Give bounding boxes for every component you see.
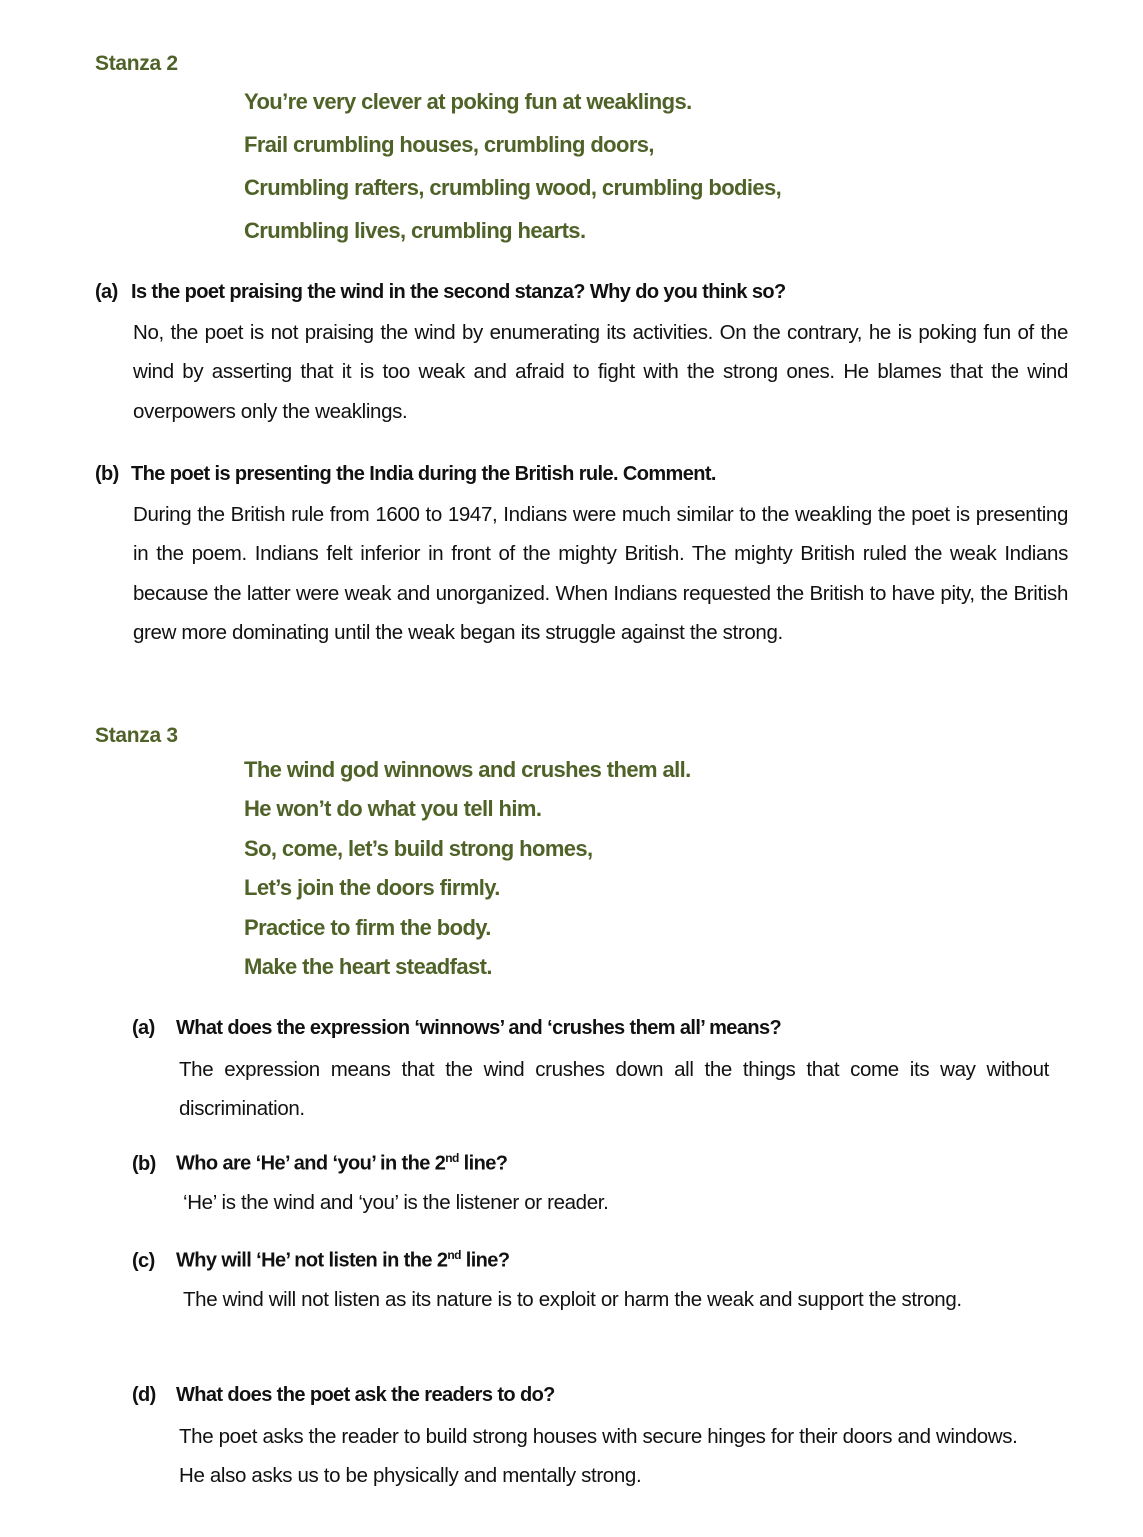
question-text: What does the poet ask the readers to do? <box>176 1384 555 1406</box>
poem-line: Make the heart steadfast. <box>244 953 492 979</box>
answer: No, the poet is not praising the wind by enumerating its activities. On the contrary, he is poking fun of the wind by asserting that it is too weak and afraid to fight with the strong ones. He blames that the wind overpowers only the weaklings. <box>133 321 1068 423</box>
ordinal-suffix: nd <box>445 1151 459 1165</box>
poem-line: Frail crumbling houses, crumbling doors, <box>244 132 654 157</box>
poem-line: Crumbling rafters, crumbling wood, crumbling bodies, <box>244 175 782 200</box>
poem-line: You’re very clever at poking fun at weaklings. <box>244 89 692 114</box>
stanza-3-label: Stanza 3 <box>95 724 178 747</box>
poem-line: Crumbling lives, crumbling hearts. <box>244 218 586 243</box>
question-text: Why will ‘He’ not listen in the 2 <box>176 1249 448 1272</box>
poem-line: The wind god winnows and crushes them all. <box>244 757 691 782</box>
question-label: (b) <box>95 463 119 485</box>
question-label: (b) <box>132 1152 156 1175</box>
question-text: The poet is presenting the India during the British rule. Comment. <box>131 463 716 485</box>
stanza-2-label: Stanza 2 <box>95 52 178 75</box>
answer: During the British rule from 1600 to 1947, Indians were much similar to the weakling the poet is presenting in the poem. Indians felt inferior in front of the mighty British. The mighty British ruled the weak Indians because the latter were weak and unorganized. When Indians requested the British to have pity, the British grew more dominating until the weak began its struggle against the strong. <box>133 503 1068 645</box>
question <box>132 1017 781 1040</box>
stanza-3-poem <box>244 750 691 986</box>
question-label: (a) <box>132 1017 155 1039</box>
poem-line: So, come, let’s build strong homes, <box>244 835 593 861</box>
answer: The wind will not listen as its nature is to exploit or harm the weak and support the strong. <box>183 1288 962 1311</box>
stanza-2-poem <box>244 80 781 252</box>
question-text: Is the poet praising the wind in the second stanza? Why do you think so? <box>131 281 786 303</box>
answer: The expression means that the wind crushes down all the things that come its way without discrimination. <box>179 1058 1049 1121</box>
question-text: line? <box>458 1152 508 1175</box>
question-text: line? <box>460 1249 510 1272</box>
question-label: (c) <box>132 1249 155 1272</box>
poem-line: Let’s join the doors firmly. <box>244 875 500 901</box>
question-label: (d) <box>132 1384 156 1406</box>
question <box>132 1248 509 1273</box>
answer: The poet asks the reader to build strong houses with secure hinges for their doors and windows. He also asks us to be physically and mentally strong. <box>179 1425 1018 1488</box>
question <box>132 1384 555 1407</box>
poem-line: He won’t do what you tell him. <box>244 796 542 822</box>
answer: ‘He’ is the wind and ‘you’ is the listener or reader. <box>183 1191 609 1214</box>
question-text: What does the expression ‘winnows’ and ‘crushes them all’ means? <box>176 1017 782 1039</box>
ordinal-suffix: nd <box>447 1248 461 1262</box>
question <box>95 463 716 486</box>
question <box>132 1151 507 1176</box>
poem-line: Practice to firm the body. <box>244 914 491 940</box>
question <box>95 281 786 304</box>
question-label: (a) <box>95 281 118 303</box>
question-text: Who are ‘He’ and ‘you’ in the 2 <box>176 1152 446 1175</box>
